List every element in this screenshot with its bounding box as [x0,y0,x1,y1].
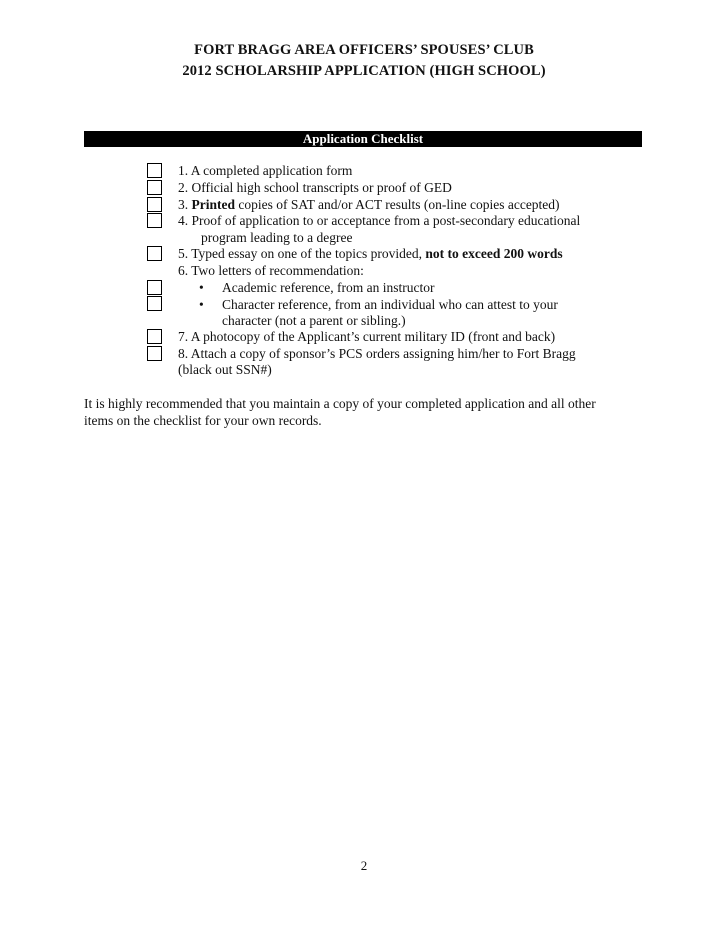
checklist-item-3-suffix: copies of SAT and/or ACT results (on-line copies accepted) [235,197,560,212]
checkbox-item-6-academic[interactable] [147,280,162,295]
checklist-item-8: 8. Attach a copy of sponsor’s PCS orders assigning him/her to Fort Bragg [178,346,576,361]
checklist-item-8-continued: (black out SSN#) [178,362,272,377]
checklist-item-6-academic-text: Academic reference, from an instructor [222,280,435,295]
checklist-item-3-bold: Printed [191,197,235,212]
checkbox-item-8[interactable] [147,346,162,361]
bullet-icon: • [199,280,204,295]
note-line-2: items on the checklist for your own records. [84,413,322,428]
checkbox-item-5[interactable] [147,246,162,261]
checklist-item-2: 2. Official high school transcripts or proof of GED [178,180,452,195]
checklist-item-4-continued: program leading to a degree [201,230,353,245]
checkbox-item-4[interactable] [147,213,162,228]
checklist-item-6-character-text: Character reference, from an individual who can attest to your [222,297,558,312]
checklist-item-3 [178,196,560,213]
section-header-checklist: Application Checklist [84,131,642,147]
checklist-item-6: 6. Two letters of recommendation: [178,263,364,278]
checklist-item-4: 4. Proof of application to or acceptance from a post-secondary educational [178,213,581,228]
document-title-line1: FORT BRAGG AREA OFFICERS’ SPOUSES’ CLUB [194,42,534,58]
note-line-1: It is highly recommended that you maintain a copy of your completed application and all other [84,396,596,411]
checklist-item-5 [178,245,563,262]
checklist-item-3-prefix: 3. [178,197,192,212]
checkbox-item-7[interactable] [147,329,162,344]
checklist-item-7: 7. A photocopy of the Applicant’s current military ID (front and back) [178,329,556,344]
checklist-item-5-bold: not to exceed 200 words [425,246,563,261]
checkbox-item-2[interactable] [147,180,162,195]
bullet-icon: • [199,297,204,312]
checkbox-item-6-character[interactable] [147,296,162,311]
checklist-item-6-character-continued: character (not a parent or sibling.) [222,313,406,328]
checkbox-item-1[interactable] [147,163,162,178]
checklist-item-1: 1. A completed application form [178,163,353,178]
page-number: 2 [360,858,368,873]
checklist-item-5-text: 5. Typed essay on one of the topics provided, [178,246,426,261]
checkbox-item-3[interactable] [147,197,162,212]
document-title-line2: 2012 SCHOLARSHIP APPLICATION (HIGH SCHOOL) [182,63,546,79]
